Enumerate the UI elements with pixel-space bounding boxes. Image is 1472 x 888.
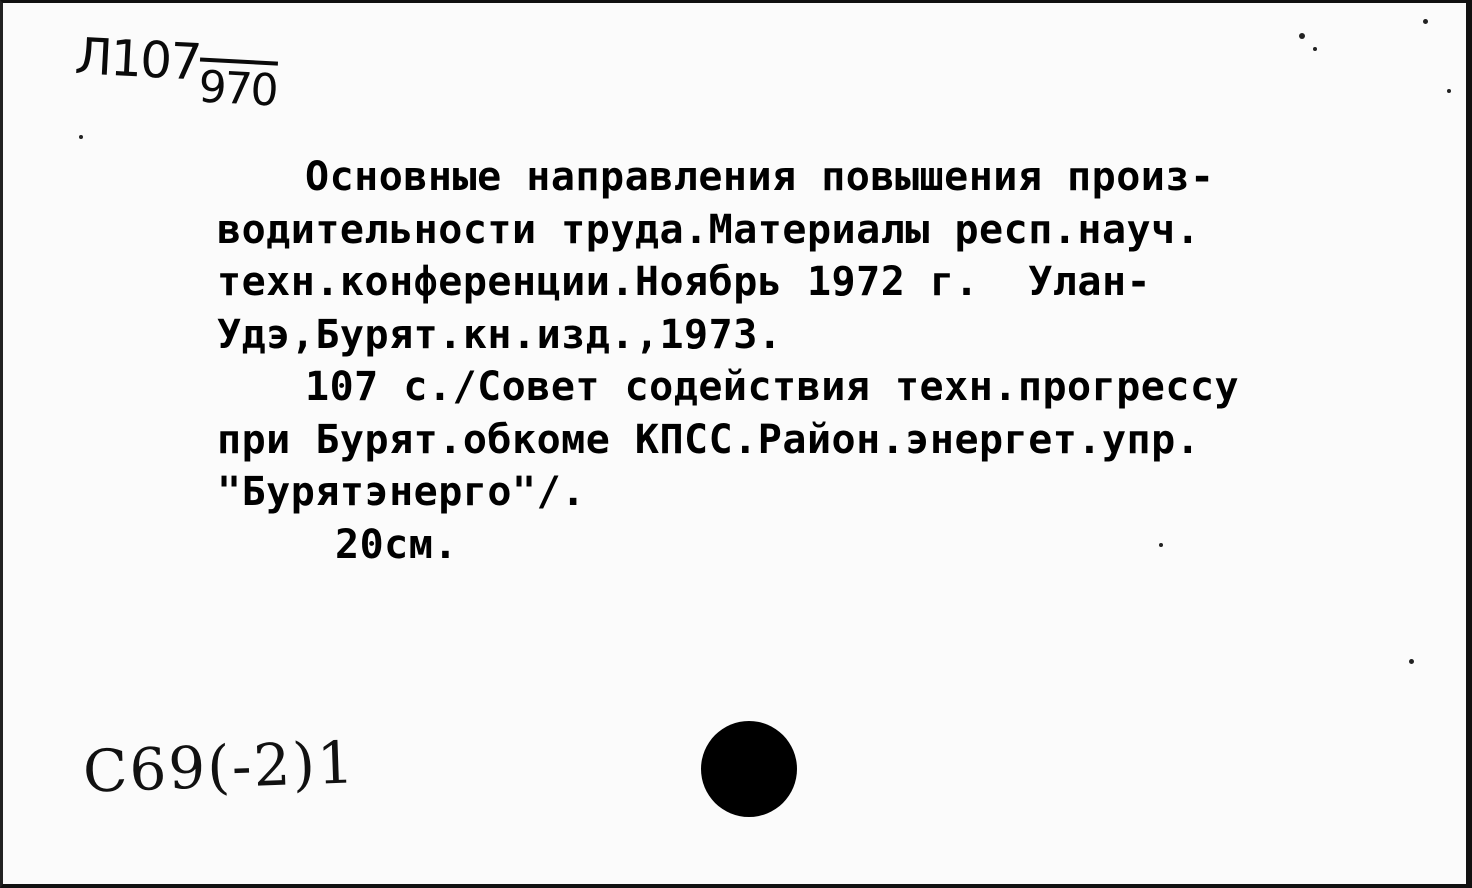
entry-line: при Бурят.обкоме КПСС.Район.энергет.упр. xyxy=(217,416,1201,463)
bibliographic-entry xyxy=(217,151,1447,571)
speck xyxy=(1447,89,1451,93)
entry-line: 107 с./Совет содействия техн.прогрессу xyxy=(305,364,1240,410)
shelfmark xyxy=(73,27,279,117)
classification-mark: С69(-2)1 xyxy=(81,728,357,806)
entry-line: Удэ,Бурят.кн.изд.,1973. xyxy=(217,311,783,358)
speck xyxy=(1299,33,1305,39)
entry-line: 20см. xyxy=(335,521,458,568)
speck xyxy=(1313,47,1317,51)
speck xyxy=(1159,543,1163,547)
entry-line: водительности труда.Материалы респ.науч. xyxy=(217,206,1201,253)
speck xyxy=(79,135,83,139)
entry-line: Основные направления повышения произ- xyxy=(305,154,1215,200)
shelfmark-sub: 970 xyxy=(197,61,278,117)
speck xyxy=(1423,19,1428,24)
speck xyxy=(1409,659,1414,664)
punch-hole xyxy=(701,721,797,817)
shelfmark-main: Л107 xyxy=(73,27,202,92)
entry-line: "Бурятэнерго"/. xyxy=(217,469,586,515)
entry-line: техн.конференции.Ноябрь 1972 г. Улан- xyxy=(217,259,1152,305)
